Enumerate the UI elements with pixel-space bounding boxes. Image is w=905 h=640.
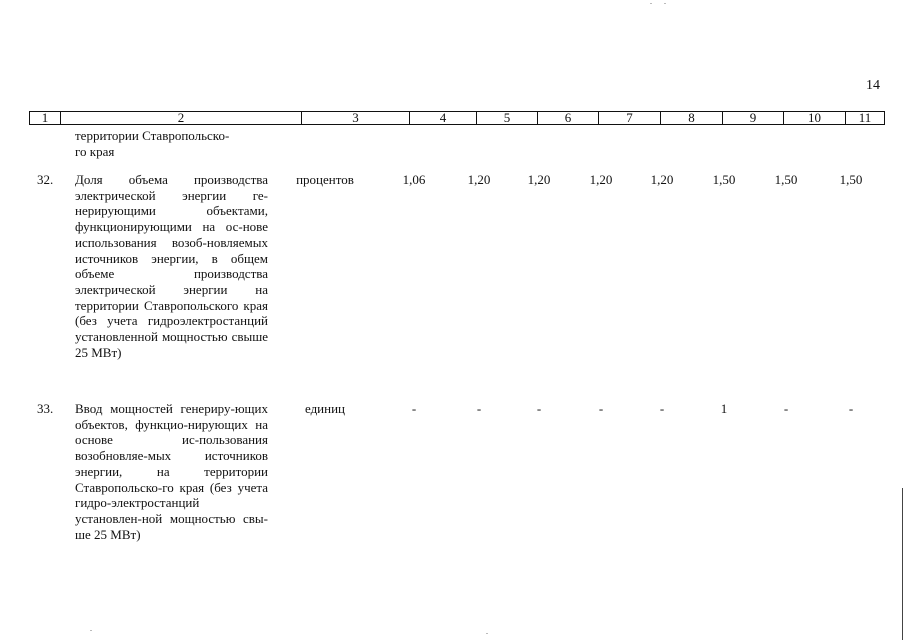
value-col-7: 1,20 xyxy=(589,172,613,187)
row-number: 33. xyxy=(37,401,54,416)
column-header-11: 11 xyxy=(858,110,872,125)
continuation-text: территории Ставропольско- го края xyxy=(75,128,230,159)
value-col-10: 1,50 xyxy=(774,172,798,187)
value-col-5: 1,20 xyxy=(467,172,491,187)
column-header-7: 7 xyxy=(599,112,661,124)
row-number: 32. xyxy=(37,172,54,187)
value-col-8: 1,20 xyxy=(650,172,674,187)
value-col-11: - xyxy=(848,401,854,416)
scan-speck xyxy=(664,3,666,4)
table-header-row xyxy=(29,111,885,125)
value-col-11: 1,50 xyxy=(839,172,863,187)
value-col-6: 1,20 xyxy=(527,172,551,187)
value-col-10: - xyxy=(783,401,789,416)
column-header-9: 9 xyxy=(723,112,784,124)
scan-speck xyxy=(650,3,652,4)
column-header-5: 5 xyxy=(477,112,538,124)
value-col-7: - xyxy=(598,401,604,416)
value-col-8: - xyxy=(659,401,665,416)
row-unit: процентов xyxy=(296,172,354,187)
value-col-4: 1,06 xyxy=(402,172,426,187)
column-header-8: 8 xyxy=(661,112,723,124)
scan-edge-line xyxy=(902,488,903,640)
row-unit: единиц xyxy=(304,401,346,416)
column-header-1: 1 xyxy=(30,112,61,124)
row-description: Ввод мощностей генериру-ющих объектов, функцио-нирующих на основе ис-пользования возобновляе-мых источников энергии, на территории Ставропольско-го края (без учета гидро-электростанций установлен-ной мощностью свы-ше 25 МВт) xyxy=(75,401,268,542)
column-header-4: 4 xyxy=(410,112,477,124)
scan-speck xyxy=(90,630,92,631)
value-col-4: - xyxy=(411,401,417,416)
value-col-9: 1 xyxy=(720,401,728,416)
scan-speck xyxy=(486,633,488,634)
column-header-10: 10 xyxy=(784,112,846,124)
column-header-3: 3 xyxy=(302,112,410,124)
column-header-2: 2 xyxy=(61,112,302,124)
column-header-6: 6 xyxy=(538,112,599,124)
value-col-5: - xyxy=(476,401,482,416)
page-number: 14 xyxy=(866,78,880,93)
value-col-6: - xyxy=(536,401,542,416)
value-col-9: 1,50 xyxy=(712,172,736,187)
row-description: Доля объема производства электрической энергии ге-нерирующими объектами, функционирующими на ос-нове использования возоб-новляемых источников энергии, в общем объеме производства электрической энергии на территории Ставропольского края (без учета гидроэлектростанций установленной мощностью свыше 25 МВт) xyxy=(75,172,268,360)
